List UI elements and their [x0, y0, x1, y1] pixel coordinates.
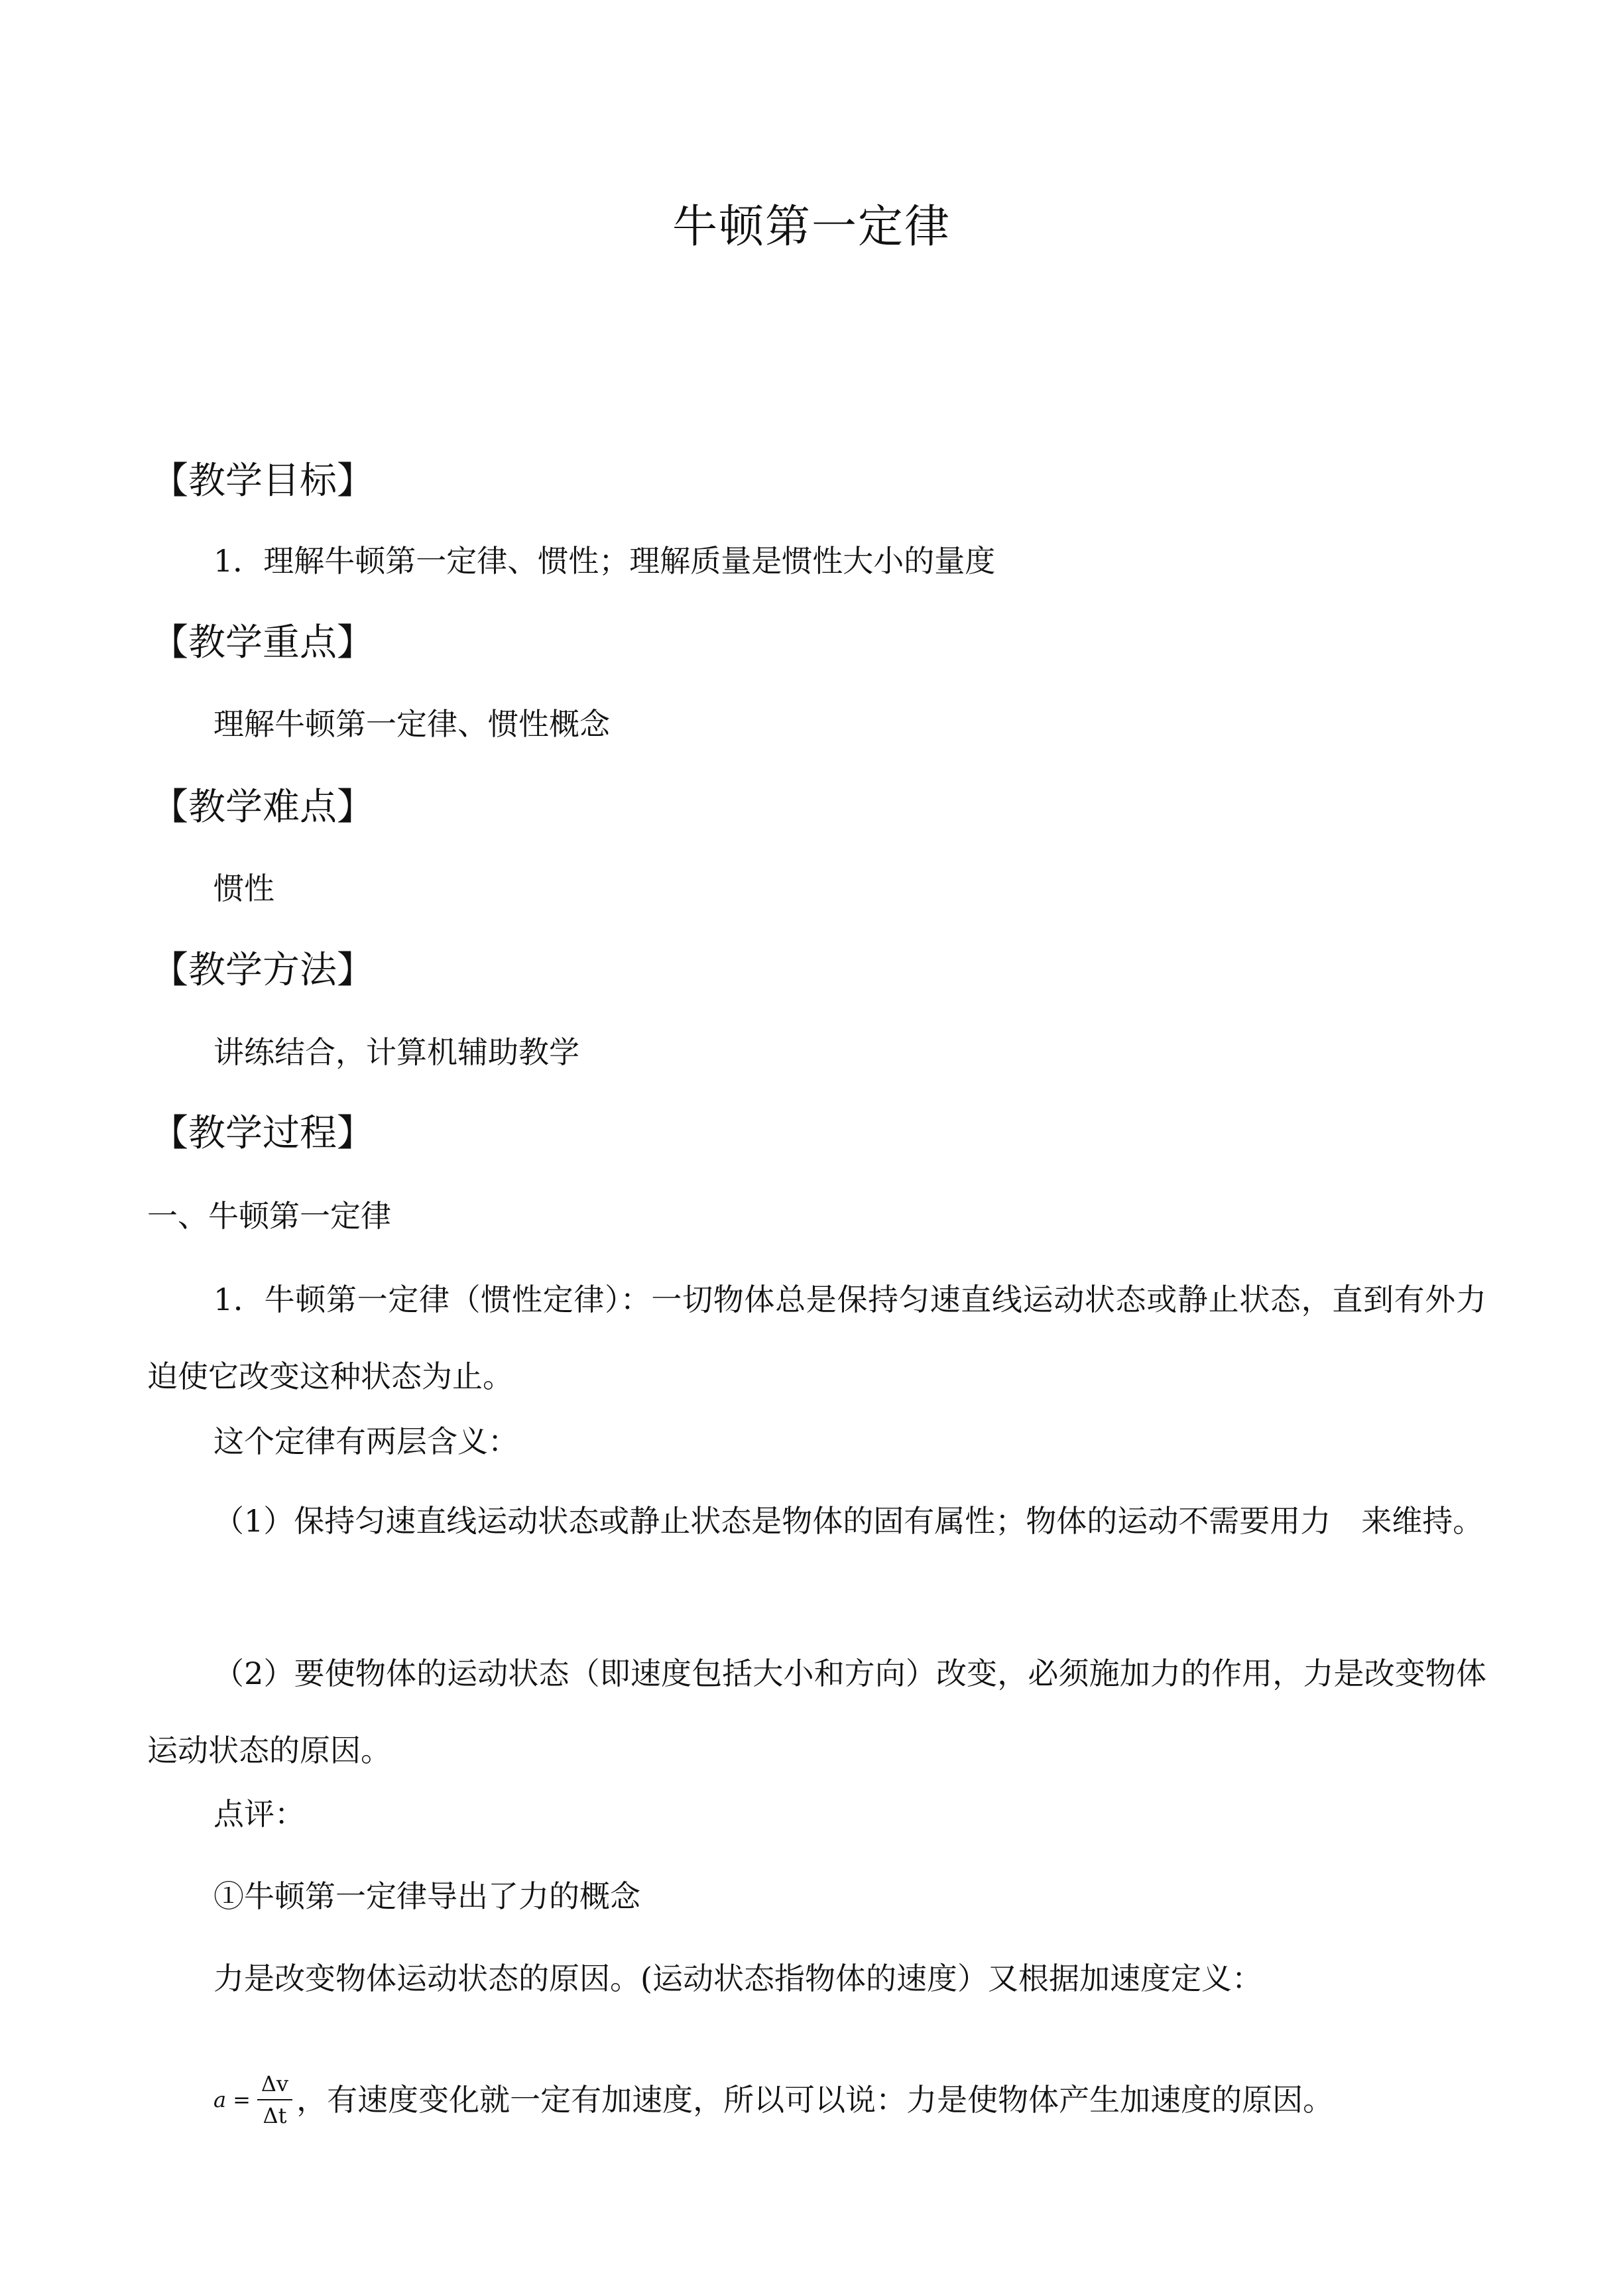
formula-denominator: Δt — [263, 2103, 287, 2128]
formula-numerator: Δv — [257, 2071, 292, 2100]
meaning-intro: 这个定律有两层含义： — [213, 1423, 518, 1459]
comment-1-title: ①牛顿第一定律导出了力的概念 — [213, 1878, 640, 1914]
comment-1-text: 力是改变物体运动状态的原因。(运动状态指物体的速度）又根据加速度定义： — [213, 1961, 1262, 1996]
acceleration-formula-line — [213, 2057, 1333, 2143]
acceleration-formula — [213, 2071, 292, 2128]
difficulties-text: 惯性 — [213, 871, 274, 906]
heading-objectives: 【教学目标】 — [151, 459, 374, 503]
meaning-1-paragraph: （1）保持匀速直线运动状态或静止状态是物体的固有属性；物体的运动不需要用力 来维持。 — [213, 1503, 1484, 1539]
formula-followup-text: ，有速度变化就一定有加速度，所以可以说：力是使物体产生加速度的原因。 — [296, 2082, 1334, 2118]
key-points-text: 理解牛顿第一定律、惯性概念 — [213, 706, 610, 742]
formula-fraction — [257, 2071, 292, 2128]
heading-methods: 【教学方法】 — [151, 949, 374, 992]
law-definition-paragraph: 1．牛顿第一定律（惯性定律）：一切物体总是保持匀速直线运动状态或静止状态，直到有外力迫使它改变这种状态为止。 — [147, 1282, 1486, 1394]
formula-lhs: a — [213, 2087, 227, 2112]
formula-equals: = — [233, 2087, 251, 2112]
comment-label: 点评： — [213, 1796, 305, 1832]
heading-process: 【教学过程】 — [151, 1112, 374, 1155]
page-title: 牛顿第一定律 — [672, 201, 951, 253]
meaning-2-paragraph: （2）要使物体的运动状态（即速度包括大小和方向）改变，必须施加力的作用，力是改变物体运动状态的原因。 — [147, 1656, 1486, 1768]
section-title-newton-first-law: 一、牛顿第一定律 — [147, 1198, 391, 1234]
methods-text: 讲练结合，计算机辅助教学 — [213, 1034, 579, 1070]
objective-item-1: 1．理解牛顿第一定律、惯性；理解质量是惯性大小的量度 — [213, 543, 996, 579]
heading-difficulties: 【教学难点】 — [151, 786, 374, 829]
heading-key-points: 【教学重点】 — [151, 621, 374, 664]
